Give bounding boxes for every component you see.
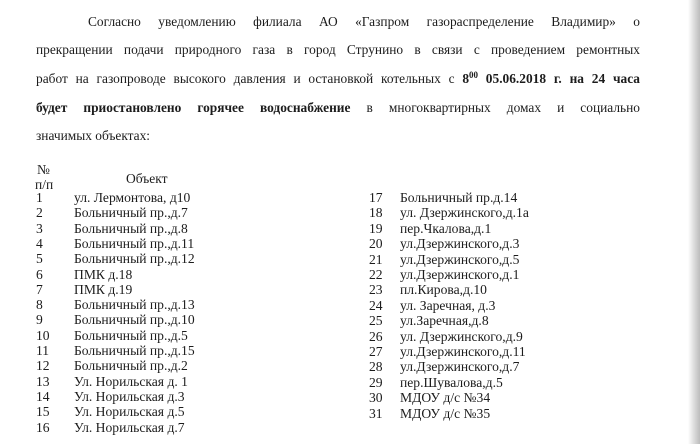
item-address: Больничный пр.,д.15 [74,343,195,358]
item-number: 7 [36,281,43,297]
item-address: Больничный пр.,д.2 [74,358,188,374]
item-number: 9 [36,312,43,328]
item-number: 15 [36,404,50,420]
item-address: пер.Чкалова,д.1 [400,220,492,236]
item-number: 23 [369,282,383,298]
item-address: ул.Заречная,д.8 [400,313,489,329]
column-header-object: Объект [126,171,168,186]
item-address: ул.Дзержинского,д.3 [400,236,520,252]
item-number: 10 [36,327,50,343]
item-address: Больничный пр.,д.13 [74,297,195,313]
item-number: 25 [369,313,383,329]
item-number: 5 [36,251,43,267]
item-address: Больничный пр.д.14 [400,190,518,205]
notice-start-hour: 8 [462,71,470,86]
item-number: 22 [369,267,383,282]
item-address: МДОУ д/с №35 [400,405,491,421]
item-address: Больничный пр.,д.7 [74,205,188,221]
page-edge-shadow [688,0,700,444]
item-address: ул. Дзержинского,д.1а [400,205,529,221]
item-number: 1 [36,190,43,205]
notice-date-duration: 05.06.2018 г. на 24 часа [478,71,641,86]
item-address: Ул. Норильская д.3 [74,388,185,404]
item-number: 2 [36,205,43,221]
item-number: 20 [369,236,383,252]
item-number: 3 [36,220,43,236]
notice-line-2: прекращении подачи природного газа в город Струнино в связи с проведением ремонтных [36,42,640,57]
item-address: ул. Дзержинского,д.9 [400,328,523,344]
item-address: Больничный пр.,д.11 [74,235,195,251]
item-number: 24 [369,297,383,313]
item-address: МДОУ д/с №34 [400,390,491,406]
item-number: 26 [369,328,383,344]
item-address: ПМК д.18 [74,266,133,282]
item-number: 16 [36,419,50,435]
item-number: 31 [369,405,383,421]
item-number: 27 [369,344,383,359]
item-number: 4 [36,235,43,251]
item-address: Больничный пр.,д.8 [74,220,188,236]
item-address: ул.Дзержинского,д.5 [400,251,520,267]
item-number: 29 [369,374,383,390]
notice-start-minutes: 00 [469,70,479,80]
item-address: пл.Кирова,д.10 [400,282,487,298]
item-number: 11 [36,343,50,358]
item-address: Ул. Норильская д. 1 [74,373,188,389]
item-number: 19 [369,220,383,236]
item-number: 28 [369,359,383,375]
item-address: ПМК д.19 [74,281,133,297]
item-address: Больничный пр.,д.5 [74,327,188,343]
notice-line-1: Согласно уведомлению филиала АО «Газпром газораспределение Владимир» о [88,14,640,29]
item-address: Больничный пр.,д.10 [74,312,195,328]
item-number: 13 [36,373,50,389]
column-header-number: № [37,162,50,177]
item-address: ул. Лермонтова, д10 [74,190,191,205]
item-number: 17 [369,190,383,205]
item-number: 8 [36,297,43,313]
item-number: 30 [369,390,383,406]
item-number: 14 [36,388,50,404]
item-number: 21 [369,251,383,267]
notice-line-3-text: работ на газопроводе высокого давления и остановкой котельных с [36,71,463,86]
notice-hot-water-suspension: будет приостановлено горячее водоснабжение [36,100,351,115]
column-header-number-sub: п/п [35,177,54,192]
item-address: ул.Дзержинского,д.1 [400,267,520,282]
item-address: Ул. Норильская д.7 [74,419,185,435]
item-address: Больничный пр.,д.12 [74,251,195,267]
item-address: пер.Шувалова,д.5 [400,374,503,390]
notice-line-5: значимых объектах: [36,128,151,143]
item-number: 12 [36,358,50,374]
item-address: ул. Заречная, д.3 [400,297,496,313]
notice-line-4-text: в многоквартирных домах и социально [350,100,640,115]
item-address: ул.Дзержинского,д.7 [400,359,520,375]
item-address: Ул. Норильская д.5 [74,404,185,420]
item-address: ул.Дзержинского,д.11 [400,344,526,359]
item-number: 18 [369,205,383,221]
item-number: 6 [36,266,43,282]
